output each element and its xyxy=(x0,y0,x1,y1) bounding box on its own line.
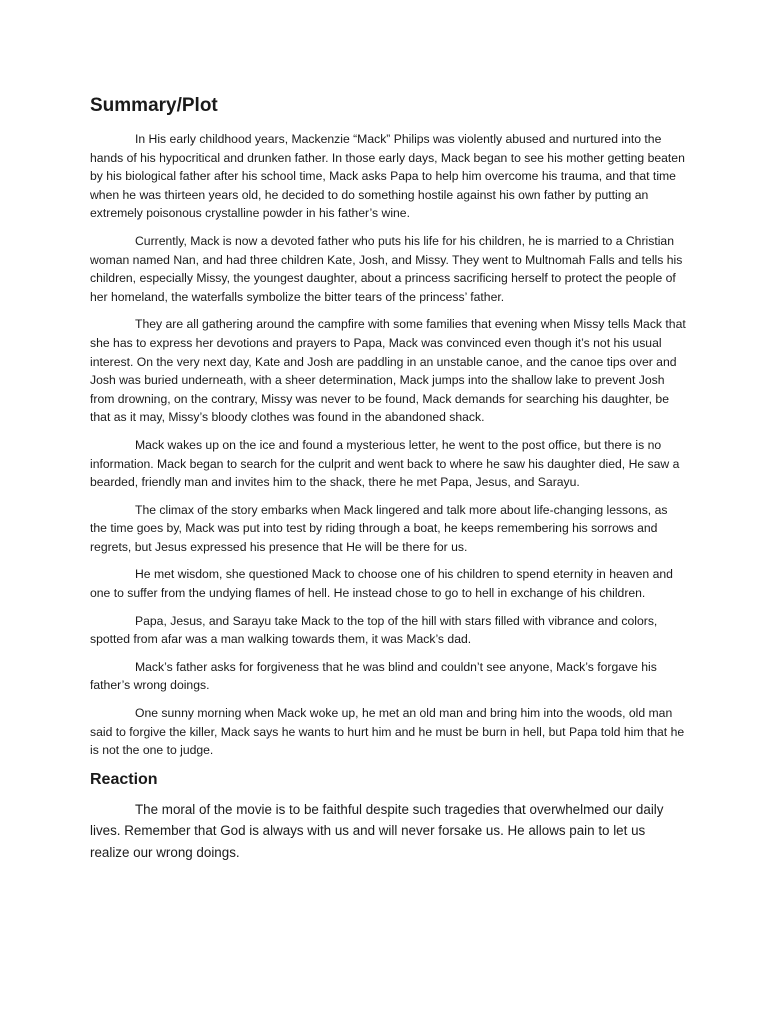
summary-paragraph-3: They are all gathering around the campfire with some families that evening when Missy tells Mack that she has to express her devotions and prayers to Papa, Mack was convinced even though it’s not his usual interest. On the very next day, Kate and Josh are paddling in an unstable canoe, and the canoe tips over and Josh was buried underneath, with a sheer determination, Mack jumps into the shallow lake to prevent Josh from drowning, on the contrary, Missy was never to be found, Mack demands for searching his daughter, be that as it may, Missy’s bloody clothes was found in the abandoned shack. xyxy=(90,317,686,425)
summary-paragraph-1: In His early childhood years, Mackenzie “Mack” Philips was violently abused and nurtured into the hands of his hypocritical and drunken father. In those early days, Mack began to see his mother getting beaten by his biological father after his school time, Mack asks Papa to help him overcome his trauma, and that time when he was thirteen years old, he decided to do something hostile against his own father by putting an extremely poisonous crystalline powder in his father’s wine. xyxy=(90,132,685,221)
reaction-heading: Reaction xyxy=(90,770,158,788)
reaction-paragraph: The moral of the movie is to be faithful despite such tragedies that overwhelmed our daily lives. Remember that God is always with us and will never forsake us. He allows pain to let us realize our wrong doings. xyxy=(90,801,664,860)
summary-paragraph-8: Mack’s father asks for forgiveness that he was blind and couldn’t see anyone, Mack’s forgave his father’s wrong doings. xyxy=(90,659,657,693)
summary-paragraph-2: Currently, Mack is now a devoted father who puts his life for his children, he is married to a Christian woman named Nan, and had three children Kate, Josh, and Missy. They went to Multnomah Falls and tells his children, especially Missy, the youngest daughter, about a princess sacrificing herself to protect the people of her homeland, the waterfalls symbolize the bitter tears of the princess’ father. xyxy=(90,233,683,304)
summary-paragraph-6: He met wisdom, she questioned Mack to choose one of his children to spend eternity in heaven and one to suffer from the undying flames of hell. He instead chose to go to hell in exchange of his children. xyxy=(90,567,673,601)
summary-paragraph-9: One sunny morning when Mack woke up, he met an old man and bring him into the woods, old man said to forgive the killer, Mack says he wants to hurt him and he must be burn in hell, but Papa told him that he is not the one to judge. xyxy=(90,706,685,758)
summary-heading: Summary/Plot xyxy=(90,95,218,116)
summary-paragraph-4: Mack wakes up on the ice and found a mysterious letter, he went to the post office, but there is no information. Mack began to search for the culprit and went back to where he saw his daughter died, He saw a bearded, friendly man and invites him to the shack, there he met Papa, Jesus, and Sarayu. xyxy=(90,437,680,490)
summary-paragraph-5: The climax of the story embarks when Mack lingered and talk more about life-changing lessons, as the time goes by, Mack was put into test by riding through a boat, he keeps remembering his sorrows and regrets, but Jesus expressed his presence that He will be there for us. xyxy=(90,502,668,554)
summary-paragraph-7: Papa, Jesus, and Sarayu take Mack to the top of the hill with stars filled with vibrance and colors, spotted from afar was a man walking towards them, it was Mack’s dad. xyxy=(90,613,658,647)
